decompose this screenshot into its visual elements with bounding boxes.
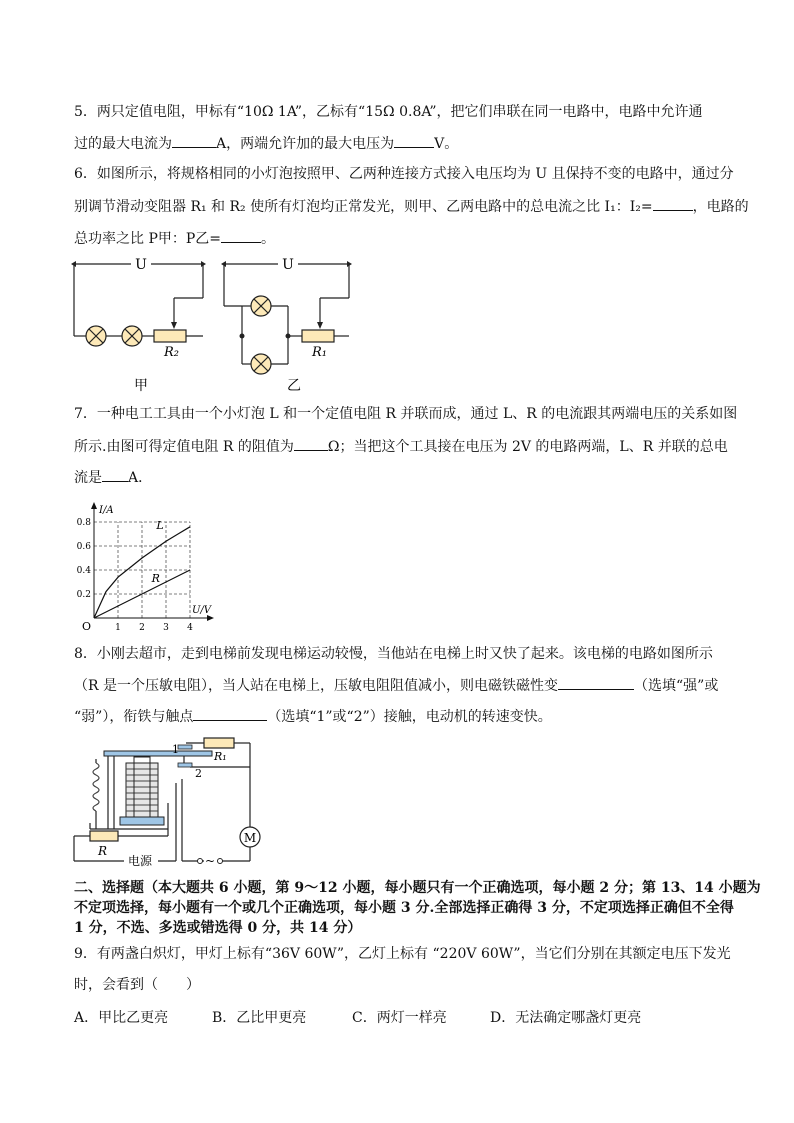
q6-blank-current-ratio[interactable] xyxy=(653,196,693,211)
q7-text-c: 流是 xyxy=(74,470,102,486)
q5-text-a: 过的最大电流为 xyxy=(74,136,172,152)
x-tick-label: 1 xyxy=(115,623,121,633)
contact-2-label: 2 xyxy=(195,767,202,780)
q7-text-d: A． xyxy=(128,470,153,486)
lamp-icon xyxy=(251,296,271,374)
armature-icon xyxy=(104,751,212,756)
x-tick-label: 4 xyxy=(187,623,193,633)
section2-line3: 1 分，不选、多选或错选得 0 分，共 14 分） xyxy=(74,920,362,936)
q8-text-c: “弱”），衔铁与触点 xyxy=(74,709,194,725)
q7-line1: 7．一种电工工具由一个小灯泡 L 和一个定值电阻 R 并联而成，通过 L、R 的电流跟其两端电压的关系如图 xyxy=(74,406,738,422)
q8-text-a: （R 是一个压敏电阻），当人站在电梯上，压敏电阻阻值减小，则电磁铁磁性变 xyxy=(74,678,558,694)
section2-line2: 不定项选择，每小题有一个或几个正确选项，每小题 3 分.全部选择正确得 3 分，不定项选择正确但不全得 xyxy=(74,900,734,916)
q5-text-b: A，两端允许加的最大电压为 xyxy=(216,136,395,152)
q5-blank-voltage[interactable] xyxy=(394,133,434,148)
q7-text-b: Ω；当把这个工具接在电压为 2V 的电路两端，L、R 并联的总电 xyxy=(327,439,728,455)
circuit-jia-svg xyxy=(66,252,216,397)
q7-blank-total-current[interactable] xyxy=(102,467,128,482)
q9-option-d[interactable]: D．无法确定哪盏灯更亮 xyxy=(490,1010,642,1026)
series-label-R: R xyxy=(151,572,160,585)
voltage-label: U xyxy=(282,257,294,273)
q5-blank-current[interactable] xyxy=(172,133,216,148)
q8-text-d: （选填“1”或“2”）接触，电动机的转速变快。 xyxy=(267,709,552,725)
contact-1-label: 1 xyxy=(172,743,179,756)
y-axis-arrow-icon xyxy=(91,502,97,509)
q9-option-a[interactable]: A．甲比乙更亮 xyxy=(74,1010,169,1026)
q6-blank-power-ratio[interactable] xyxy=(221,228,261,243)
resistor-r1-icon xyxy=(204,738,234,748)
voltage-label: U xyxy=(135,257,147,273)
q9-line1: 9．有两盏白炽灯，甲灯上标有“36V 60W”，乙灯上标有 “220V 60W”，当它们分别在其额定电压下发光 xyxy=(74,946,731,962)
y-tick-label: 0.8 xyxy=(76,518,91,528)
q6-line2 xyxy=(74,196,749,217)
q5-line1: 5．两只定值电阻，甲标有“10Ω 1A”，乙标有“15Ω 0.8A”，把它们串联在同一电路中，电路中允许通 xyxy=(74,104,703,120)
y-axis-label: I/A xyxy=(99,505,114,516)
rheostat-label: R₁ xyxy=(312,345,327,360)
figure-caption: 甲 xyxy=(134,378,148,394)
series-label-L: L xyxy=(156,519,164,533)
q5-text-c: V。 xyxy=(434,136,459,152)
q8-blank-magnetism[interactable] xyxy=(558,675,634,690)
q8-line2 xyxy=(74,675,718,696)
q6-text-b: ，电路的 xyxy=(692,199,749,215)
resistor-r-label: R xyxy=(98,844,108,858)
q7-text-a: 所示.由图可得定值电阻 R 的阻值为 xyxy=(74,439,294,455)
elevator-circuit-figure xyxy=(68,733,268,872)
q8-blank-contact[interactable] xyxy=(193,706,267,721)
elevator-circuit-svg xyxy=(68,733,268,868)
iu-chart xyxy=(70,500,230,644)
power-source-label: 电源 xyxy=(128,854,153,868)
q8-line1: 8．小刚去超市，走到电梯前发现电梯运动较慢，当他站在电梯上时又快了起来。该电梯的电路如图所示 xyxy=(74,646,713,662)
x-axis-label: U/V xyxy=(192,605,212,616)
rheostat-icon xyxy=(154,330,186,342)
q9-option-b[interactable]: B．乙比甲更亮 xyxy=(212,1010,307,1026)
resistor-r1-label: R₁ xyxy=(214,750,227,763)
q7-line2 xyxy=(74,436,728,457)
x-tick-label: 2 xyxy=(139,623,145,633)
electromagnet-icon xyxy=(120,757,164,825)
origin-label: O xyxy=(82,620,92,633)
motor-label: M xyxy=(243,831,257,845)
q9-options xyxy=(74,1008,641,1028)
y-tick-label: 0.2 xyxy=(76,590,91,600)
q9-line2: 时，会看到（ ） xyxy=(74,977,200,993)
circuit-figure-jia xyxy=(66,252,216,401)
q5-line2 xyxy=(74,133,458,154)
circuit-yi-svg xyxy=(216,252,361,397)
q6-line1: 6．如图所示，将规格相同的小灯泡按照甲、乙两种连接方式接入电压均为 U 且保持不变的电路中，通过分 xyxy=(74,166,734,182)
q6-text-d: 。 xyxy=(261,231,276,247)
y-tick-label: 0.4 xyxy=(76,566,91,576)
ac-source-label: ~ xyxy=(204,854,216,868)
q8-text-b: （选填“强”或 xyxy=(634,678,719,694)
q7-line3 xyxy=(74,467,152,488)
q9-option-c[interactable]: C．两灯一样亮 xyxy=(352,1010,447,1026)
q8-line3 xyxy=(74,706,552,727)
q6-text-a: 别调节滑动变阻器 R₁ 和 R₂ 使所有灯泡均正常发光，则甲、乙两电路中的总电流之比 I₁：I₂= xyxy=(74,199,653,215)
q6-text-c: 总功率之比 P甲：P乙= xyxy=(74,231,222,247)
figure-caption: 乙 xyxy=(287,378,301,394)
resistor-r-icon xyxy=(90,831,118,841)
rheostat-label: R₂ xyxy=(164,345,179,360)
y-tick-label: 0.6 xyxy=(76,542,91,552)
x-tick-label: 3 xyxy=(163,623,169,633)
iu-chart-svg xyxy=(70,500,230,640)
q7-blank-resistance[interactable] xyxy=(294,436,328,451)
q6-line3 xyxy=(74,228,275,249)
section2-line1: 二、选择题（本大题共 6 小题，第 9～12 小题，每小题只有一个正确选项，每小题 2 分；第 13、14 小题为 xyxy=(74,880,761,896)
rheostat-icon xyxy=(302,330,334,342)
circuit-figure-yi xyxy=(216,252,361,401)
